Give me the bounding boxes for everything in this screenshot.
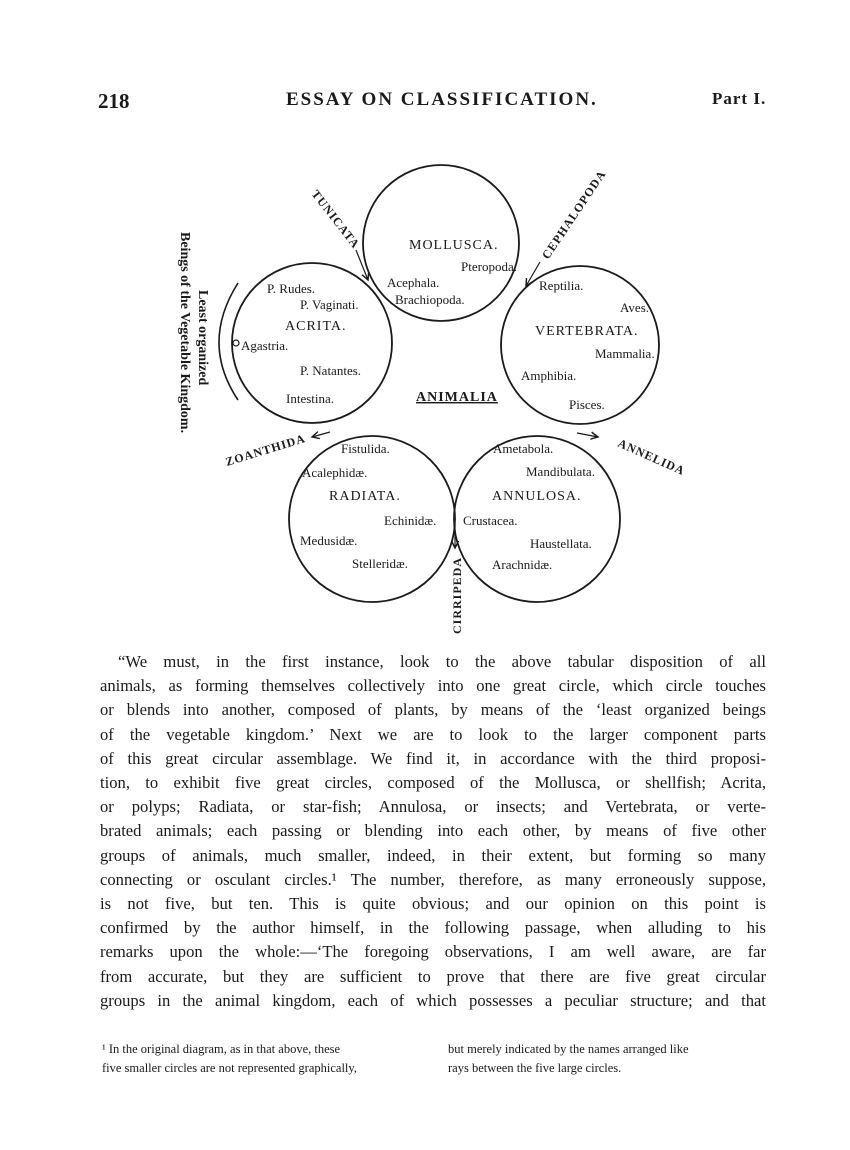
radiata-item: Echinidæ.	[384, 513, 437, 528]
footnote-line: rays between the five large circles.	[448, 1061, 622, 1075]
ray-label-cephalopoda: CEPHALOPODA	[538, 167, 609, 262]
vertebrata-item: Amphibia.	[521, 368, 577, 383]
mollusca-title: MOLLUSCA.	[409, 238, 499, 253]
annulosa-item: Mandibulata.	[526, 464, 595, 479]
body-paragraph	[100, 650, 766, 1013]
annulosa-item: Ametabola.	[493, 441, 554, 456]
body-line: animals, as forming themselves collectively into one great circle, which circle touches	[100, 676, 766, 696]
least-organized-label: Least organized	[195, 290, 210, 386]
body-line: or blends into another, composed of plants, by means of the ‘least organized beings	[100, 700, 766, 720]
vegetable-kingdom-label: Beings of the Vegetable Kingdom.	[177, 232, 192, 434]
vertebrata-item: Aves.	[620, 300, 650, 315]
ray-label-annelida: ANNELIDA	[615, 435, 688, 479]
footnote-right-column	[448, 1040, 766, 1078]
footnote-line: but merely indicated by the names arranged like	[448, 1042, 689, 1056]
radiata-item: Fistulida.	[341, 441, 390, 456]
body-line: of this great circular assemblage. We find it, in accordance with the third proposi-	[100, 748, 766, 768]
acrita-title: ACRITA.	[285, 319, 347, 334]
acrita-item: P. Natantes.	[300, 363, 362, 378]
mollusca-item: Brachiopoda.	[395, 292, 465, 307]
ray-label-zoanthida: ZOANTHIDA	[223, 431, 308, 469]
radiata-item: Medusidæ.	[300, 533, 358, 548]
radiata-item: Stelleridæ.	[352, 556, 408, 571]
body-line: confirmed by the author himself, in the following passage, when alluding to his	[100, 918, 766, 938]
running-title: ESSAY ON CLASSIFICATION.	[286, 89, 598, 110]
body-line: from accurate, but they are sufficient to prove that there are five great circular	[100, 966, 766, 986]
acrita-item: P. Vaginati.	[300, 297, 359, 312]
body-line: “We must, in the first instance, look to the above tabular disposition of all	[118, 652, 766, 671]
vegetable-kingdom-arc	[219, 283, 238, 400]
agastria-marker	[233, 340, 239, 346]
ray-label-cirripeda: CIRRIPEDA	[450, 556, 464, 634]
vertebrata-item: Mammalia.	[595, 346, 655, 361]
vertebrata-item: Reptilia.	[539, 278, 584, 293]
body-line: brated animals; each passing or blending into each other, by means of five other	[100, 821, 766, 841]
mollusca-item: Acephala.	[387, 275, 440, 290]
acrita-item: Agastria.	[241, 338, 289, 353]
body-line: of the vegetable kingdom.’ Next we are to look to the larger component parts	[100, 724, 766, 744]
annulosa-item: Haustellata.	[530, 536, 592, 551]
footnote-line: five smaller circles are not represented graphically,	[102, 1061, 357, 1075]
ray-label-tunicata: TUNICATA	[308, 187, 363, 252]
body-line: groups of animals, much smaller, indeed, in their extent, but forming so many	[100, 845, 766, 865]
body-line: or polyps; Radiata, or star-fish; Annulosa, or insects; and Vertebrata, or verte-	[100, 797, 766, 817]
annelida-arrow	[577, 433, 598, 437]
acrita-item: P. Rudes.	[267, 281, 316, 296]
acrita-item: Intestina.	[286, 391, 335, 406]
annulosa-title: ANNULOSA.	[492, 489, 582, 504]
annulosa-item: Crustacea.	[463, 513, 518, 528]
body-line: connecting or osculant circles.¹ The number, therefore, as many erroneously suppose,	[100, 869, 766, 889]
body-line: tion, to exhibit five great circles, composed of the Mollusca, or shellfish; Acrita,	[100, 773, 766, 793]
body-line: groups in the animal kingdom, each of which possesses a peculiar structure; and that	[100, 990, 766, 1010]
animalia-label: ANIMALIA	[416, 390, 498, 405]
mollusca-item: Pteropoda.	[461, 259, 517, 274]
body-line: remarks upon the whole:—‘The foregoing observations, I am well aware, are far	[100, 942, 766, 962]
footnote-line: ¹ In the original diagram, as in that above, these	[102, 1042, 341, 1056]
page-number: 218	[98, 89, 130, 113]
body-line: is not five, but ten. This is quite obvious; and our opinion on this point is	[100, 894, 766, 914]
zoanthida-arrow	[312, 432, 330, 437]
footnote-left-column	[102, 1040, 422, 1078]
radiata-title: RADIATA.	[329, 489, 401, 504]
radiata-item: Acalephidæ.	[302, 465, 368, 480]
part-label: Part I.	[712, 89, 767, 108]
vertebrata-item: Pisces.	[569, 397, 605, 412]
annulosa-item: Arachnidæ.	[492, 557, 553, 572]
vertebrata-title: VERTEBRATA.	[535, 324, 639, 339]
